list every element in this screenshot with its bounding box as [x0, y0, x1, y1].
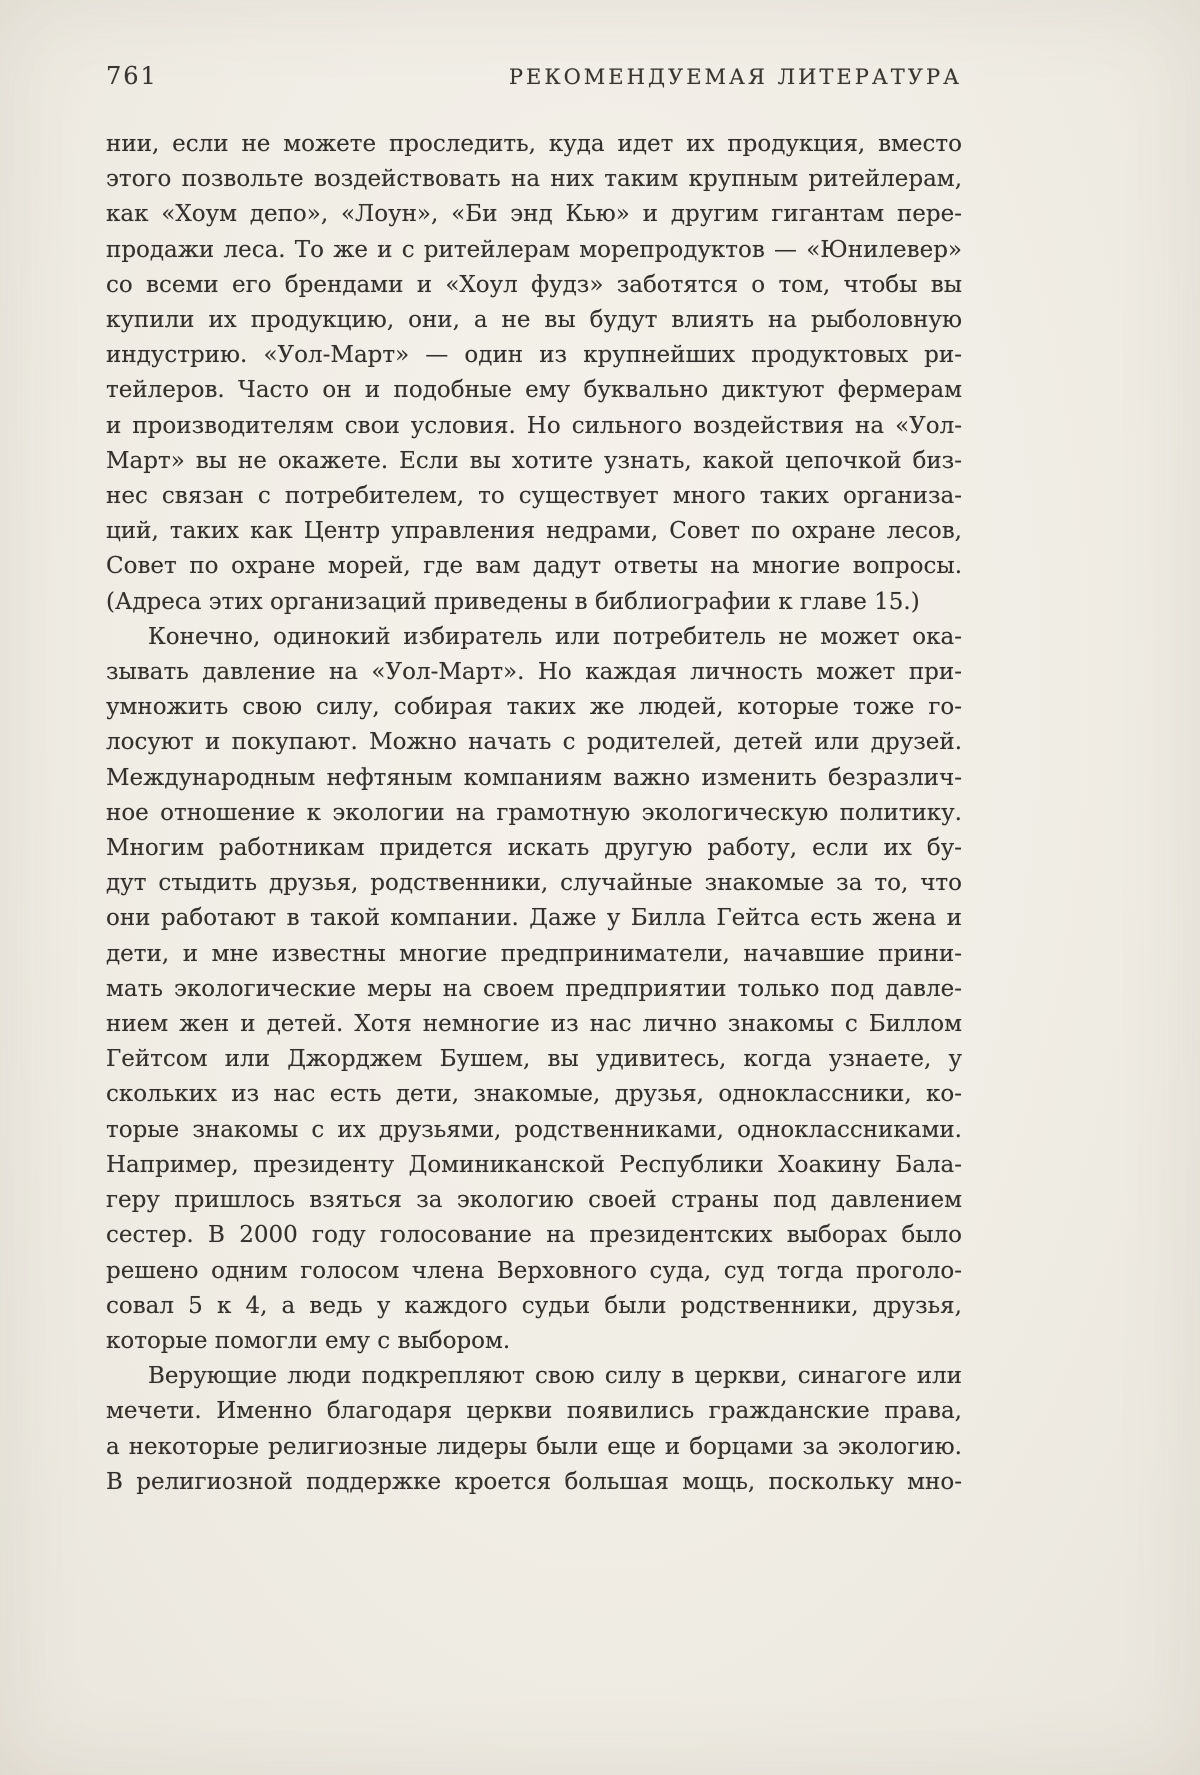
text-line: ций, таких как Центр управления недрами, Совет по охране лесов,: [106, 518, 962, 545]
text-line: этого позвольте воздействовать на них таким крупным ритейлерам,: [106, 166, 962, 193]
text-line: скольких из нас есть дети, знакомые, друзья, одноклассники, ко-: [106, 1081, 962, 1108]
text-line: купили их продукцию, они, а не вы будут влиять на рыболовную: [106, 307, 962, 334]
text-line: дети, и мне известны многие предприниматели, начавшие прини-: [106, 940, 962, 967]
text-line: Конечно, одинокий избиратель или потребитель не может ока-: [148, 623, 962, 650]
text-line: Многим работникам придется искать другую работу, если их бу-: [106, 835, 962, 862]
text-line: Верующие люди подкрепляют свою силу в церкви, синагоге или: [148, 1363, 962, 1390]
text-line: продажи леса. То же и с ритейлерам морепродуктов — «Юнилевер»: [106, 236, 962, 263]
paragraph: [106, 127, 962, 620]
text-line: зывать давление на «Уол-Март». Но каждая личность может при-: [106, 659, 962, 686]
text-line: мечети. Именно благодаря церкви появились гражданские права,: [106, 1398, 962, 1425]
running-header: [106, 62, 962, 90]
text-line: Международным нефтяным компаниям важно изменить безразлич-: [106, 764, 962, 791]
text-line: Совет по охране морей, где вам дадут ответы на многие вопросы.: [106, 553, 962, 580]
text-line: ное отношение к экологии на грамотную экологическую политику.: [106, 799, 962, 826]
text-line: дут стыдить друзья, родственники, случайные знакомые за то, что: [106, 870, 962, 897]
paragraph: [106, 620, 962, 1359]
text-line: торые знакомы с их друзьями, родственниками, одноклассниками.: [106, 1116, 962, 1143]
text-line: Гейтсом или Джорджем Бушем, вы удивитесь, когда узнаете, у: [106, 1046, 962, 1073]
text-line: нием жен и детей. Хотя немногие из нас лично знакомы с Биллом: [106, 1011, 962, 1038]
text-line: нес связан с потребителем, то существует много таких организа-: [106, 483, 962, 510]
paragraph: [106, 1359, 962, 1500]
text-line: совал 5 к 4, а ведь у каждого судьи были родственники, друзья,: [106, 1292, 962, 1319]
text-line: лосуют и покупают. Можно начать с родителей, детей или друзей.: [106, 729, 962, 756]
text-line: В религиозной поддержке кроется большая мощь, поскольку мно-: [106, 1468, 962, 1495]
text-line: и производителям свои условия. Но сильного воздействия на «Уол-: [106, 412, 962, 439]
text-line: геру пришлось взяться за экологию своей страны под давлением: [106, 1187, 962, 1214]
page-number: 761: [106, 62, 158, 90]
text-line: со всеми его брендами и «Хоул фудз» заботятся о том, чтобы вы: [106, 271, 962, 298]
text-line: как «Хоум депо», «Лоун», «Би энд Кью» и другим гигантам пере-: [106, 201, 962, 228]
text-line: мать экологические меры на своем предприятии только под давле-: [106, 975, 962, 1002]
text-line: решено одним голосом члена Верховного суда, суд тогда проголо-: [106, 1257, 962, 1284]
text-line: Март» вы не окажете. Если вы хотите узнать, какой цепочкой биз-: [106, 447, 962, 474]
text-line: они работают в такой компании. Даже у Билла Гейтса есть жена и: [106, 905, 962, 932]
text-line: тейлеров. Часто он и подобные ему буквально диктуют фермерам: [106, 377, 962, 404]
text-line: которые помогли ему с выбором.: [106, 1327, 511, 1354]
text-line: а некоторые религиозные лидеры были еще и борцами за экологию.: [106, 1433, 962, 1460]
text-line: индустрию. «Уол-Март» — один из крупнейших продуктовых ри-: [106, 342, 962, 369]
text-line: нии, если не можете проследить, куда идет их продукция, вместо: [106, 131, 962, 157]
text-line: умножить свою силу, собирая таких же людей, которые тоже го-: [106, 694, 962, 721]
text-line: сестер. В 2000 году голосование на президентских выборах было: [106, 1222, 962, 1249]
text-line: Например, президенту Доминиканской Республики Хоакину Бала-: [106, 1151, 962, 1178]
text-line: (Адреса этих организаций приведены в библиографии к главе 15.): [106, 588, 920, 615]
text-block: [106, 127, 962, 1500]
running-head-title: РЕКОМЕНДУЕМАЯ ЛИТЕРАТУРА: [508, 65, 962, 89]
